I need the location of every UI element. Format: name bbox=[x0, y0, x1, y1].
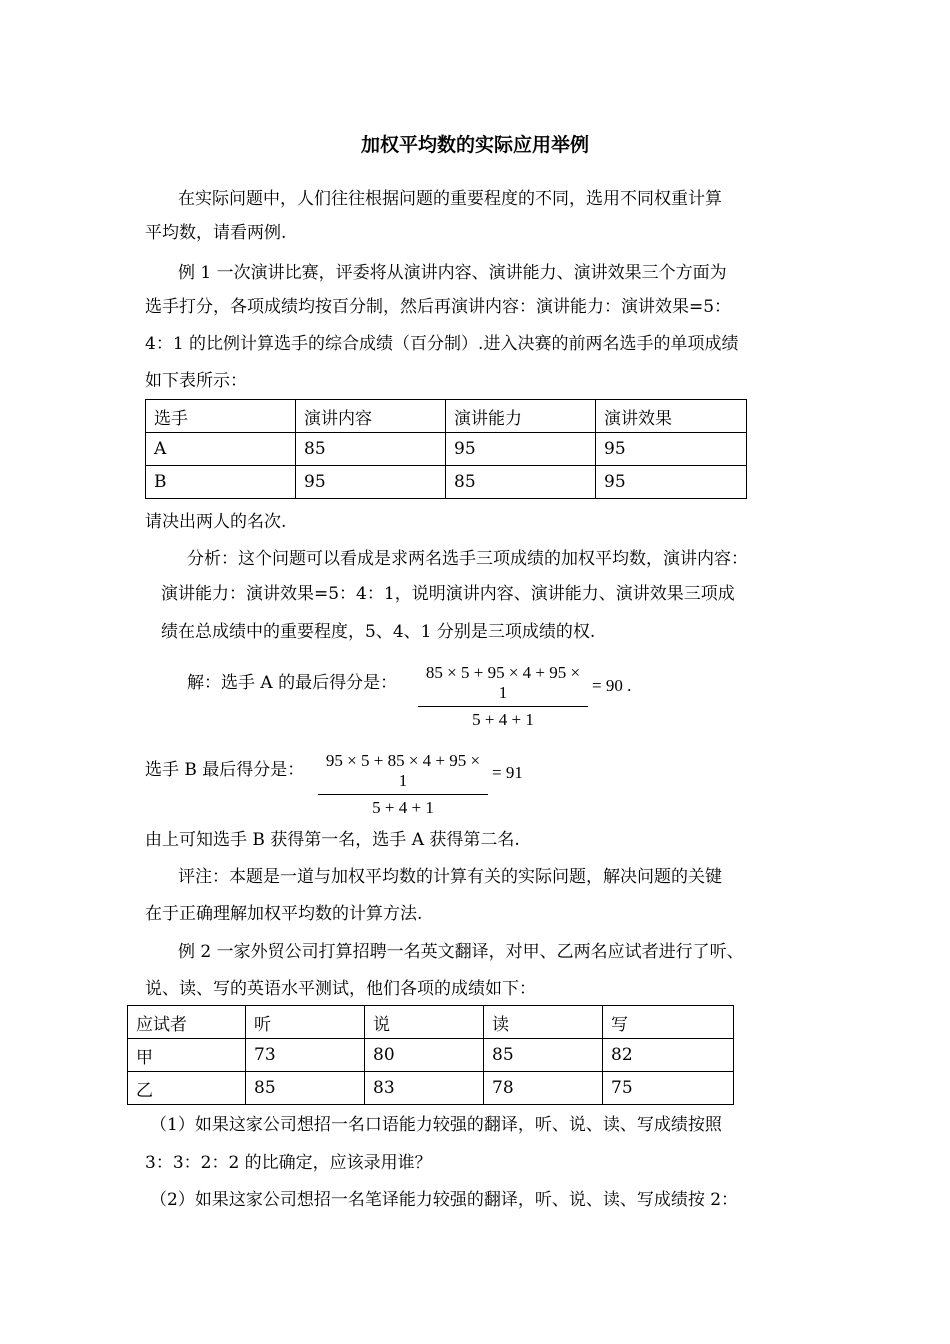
table-cell: A bbox=[146, 433, 296, 466]
table-cell: 78 bbox=[484, 1072, 603, 1105]
paragraph-line: 评注：本题是一道与加权平均数的计算有关的实际问题，解决问题的关键 bbox=[178, 867, 722, 887]
paragraph-line: 例 1 一次演讲比赛，评委将从演讲内容、演讲能力、演讲效果三个方面为 bbox=[178, 263, 727, 283]
table-header-row bbox=[146, 400, 747, 433]
fraction-b bbox=[318, 751, 488, 818]
table-row bbox=[146, 433, 747, 466]
formula-result: = 91 bbox=[492, 763, 523, 782]
paragraph-line: 例 2 一家外贸公司打算招聘一名英文翻译，对甲、乙两名应试者进行了听、 bbox=[178, 942, 744, 962]
table-cell: 85 bbox=[484, 1039, 603, 1072]
paragraph-line: 在于正确理解加权平均数的计算方法. bbox=[145, 904, 423, 924]
table-cell: 80 bbox=[365, 1039, 484, 1072]
fraction-a bbox=[418, 663, 588, 730]
table-cell: 85 bbox=[446, 466, 596, 499]
table-cell: 读 bbox=[484, 1006, 603, 1039]
table-cell: 75 bbox=[603, 1072, 734, 1105]
table-cell: 听 bbox=[246, 1006, 365, 1039]
table-cell: 甲 bbox=[128, 1039, 246, 1072]
paragraph-line: 4：1 的比例计算选手的综合成绩（百分制）.进入决赛的前两名选手的单项成绩 bbox=[145, 334, 739, 354]
score-table-2 bbox=[127, 1005, 734, 1105]
paragraph-line: 在实际问题中，人们往往根据问题的重要程度的不同，选用不同权重计算 bbox=[178, 189, 722, 209]
paragraph-line: 解：选手 A 的最后得分是： bbox=[187, 673, 398, 693]
paragraph-line: 绩在总成绩中的重要程度，5、4、1 分别是三项成绩的权. bbox=[161, 622, 596, 642]
paragraph-line: 选手打分，各项成绩均按百分制，然后再演讲内容：演讲能力：演讲效果=5： bbox=[145, 297, 732, 317]
table-cell: 演讲内容 bbox=[296, 400, 446, 433]
fraction-denominator: 5 + 4 + 1 bbox=[472, 710, 534, 729]
table-cell: B bbox=[146, 466, 296, 499]
table-cell: 85 bbox=[246, 1072, 365, 1105]
table-cell: 写 bbox=[603, 1006, 734, 1039]
table-cell: 95 bbox=[596, 466, 747, 499]
paragraph-line: 选手 B 最后得分是： bbox=[145, 760, 305, 780]
page-title: 加权平均数的实际应用举例 bbox=[360, 134, 589, 156]
paragraph-line: 演讲能力：演讲效果=5：4：1，说明演讲内容、演讲能力、演讲效果三项成 bbox=[161, 584, 735, 604]
table-row bbox=[146, 466, 747, 499]
table-cell: 说 bbox=[365, 1006, 484, 1039]
table-row bbox=[128, 1072, 734, 1105]
paragraph-line: 如下表所示： bbox=[145, 371, 247, 391]
table-row bbox=[128, 1039, 734, 1072]
fraction-denominator: 5 + 4 + 1 bbox=[372, 798, 434, 817]
paragraph-line: （2）如果这家公司想招一名笔译能力较强的翻译，听、说、读、写成绩按 2： bbox=[150, 1190, 739, 1210]
fraction-numerator: 95 × 5 + 85 × 4 + 95 × 1 bbox=[325, 751, 481, 790]
table-cell: 85 bbox=[296, 433, 446, 466]
formula-result: = 90 . bbox=[592, 676, 632, 695]
paragraph-line: 分析：这个问题可以看成是求两名选手三项成绩的加权平均数，演讲内容： bbox=[187, 549, 748, 569]
table-cell: 95 bbox=[296, 466, 446, 499]
table-cell: 73 bbox=[246, 1039, 365, 1072]
fraction-numerator: 85 × 5 + 95 × 4 + 95 × 1 bbox=[425, 663, 581, 702]
table-cell: 82 bbox=[603, 1039, 734, 1072]
paragraph-line: 请决出两人的名次. bbox=[145, 512, 287, 532]
paragraph-line: 由上可知选手 B 获得第一名，选手 A 获得第二名. bbox=[145, 830, 520, 850]
fraction-bar bbox=[318, 794, 488, 795]
score-table-1 bbox=[145, 399, 747, 499]
table-cell: 95 bbox=[596, 433, 747, 466]
paragraph-line: （1）如果这家公司想招一名口语能力较强的翻译，听、说、读、写成绩按照 bbox=[150, 1115, 722, 1135]
table-cell: 乙 bbox=[128, 1072, 246, 1105]
table-cell: 演讲能力 bbox=[446, 400, 596, 433]
table-cell: 选手 bbox=[146, 400, 296, 433]
table-header-row bbox=[128, 1006, 734, 1039]
table-cell: 95 bbox=[446, 433, 596, 466]
table-cell: 演讲效果 bbox=[596, 400, 747, 433]
table-cell: 83 bbox=[365, 1072, 484, 1105]
paragraph-line: 说、读、写的英语水平测试，他们各项的成绩如下： bbox=[145, 979, 536, 999]
paragraph-line: 平均数，请看两例. bbox=[145, 223, 287, 243]
paragraph-line: 3：3：2：2 的比确定，应该录用谁？ bbox=[145, 1153, 432, 1173]
table-cell: 应试者 bbox=[128, 1006, 246, 1039]
fraction-bar bbox=[418, 706, 588, 707]
